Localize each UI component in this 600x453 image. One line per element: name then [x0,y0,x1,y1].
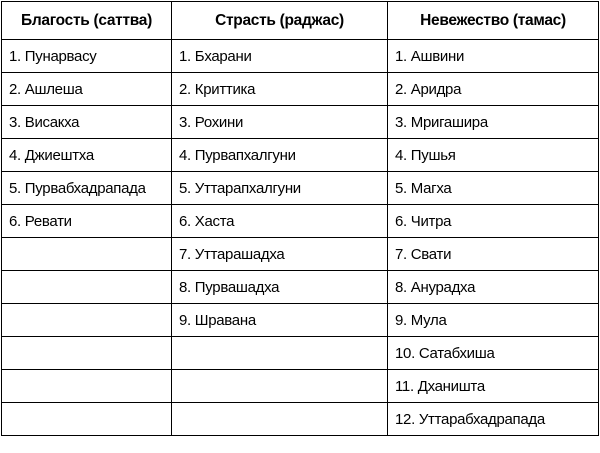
cell-tamas: 9. Мула [388,304,599,337]
header-rajas: Страсть (раджас) [172,2,388,40]
cell-sattva: 1. Пунарвасу [2,40,172,73]
cell-rajas [172,403,388,436]
cell-sattva [2,238,172,271]
cell-sattva [2,271,172,304]
header-tamas: Невежество (тамас) [388,2,599,40]
cell-rajas: 9. Шравана [172,304,388,337]
cell-tamas: 5. Магха [388,172,599,205]
table-row [2,106,599,139]
cell-tamas: 6. Читра [388,205,599,238]
cell-rajas: 5. Уттарапхалгуни [172,172,388,205]
cell-tamas: 8. Анурадха [388,271,599,304]
cell-rajas [172,370,388,403]
header-sattva: Благость (саттва) [2,2,172,40]
cell-rajas: 7. Уттарашадха [172,238,388,271]
table-row [2,205,599,238]
cell-rajas: 6. Хаста [172,205,388,238]
cell-sattva [2,337,172,370]
cell-sattva: 5. Пурвабхадрапада [2,172,172,205]
table-row [2,172,599,205]
table-row [2,304,599,337]
table-row [2,139,599,172]
table-row [2,271,599,304]
cell-tamas: 1. Ашвини [388,40,599,73]
cell-tamas: 11. Дханишта [388,370,599,403]
gunas-nakshatra-table [1,1,599,436]
cell-tamas: 7. Свати [388,238,599,271]
cell-sattva [2,370,172,403]
cell-rajas: 8. Пурвашадха [172,271,388,304]
table-row [2,73,599,106]
table-row [2,403,599,436]
cell-sattva: 4. Джиештха [2,139,172,172]
cell-tamas: 12. Уттарабхадрапада [388,403,599,436]
table-row [2,337,599,370]
cell-sattva [2,403,172,436]
cell-rajas: 2. Криттика [172,73,388,106]
cell-sattva: 2. Ашлеша [2,73,172,106]
cell-tamas: 4. Пушья [388,139,599,172]
cell-tamas: 2. Аридра [388,73,599,106]
cell-tamas: 10. Сатабхиша [388,337,599,370]
table-row [2,40,599,73]
cell-sattva: 6. Ревати [2,205,172,238]
table-row [2,370,599,403]
cell-sattva [2,304,172,337]
table-header-row [2,2,599,40]
table-row [2,238,599,271]
cell-rajas: 3. Рохини [172,106,388,139]
cell-tamas: 3. Мригашира [388,106,599,139]
cell-sattva: 3. Висакха [2,106,172,139]
cell-rajas: 1. Бхарани [172,40,388,73]
cell-rajas [172,337,388,370]
cell-rajas: 4. Пурвапхалгуни [172,139,388,172]
